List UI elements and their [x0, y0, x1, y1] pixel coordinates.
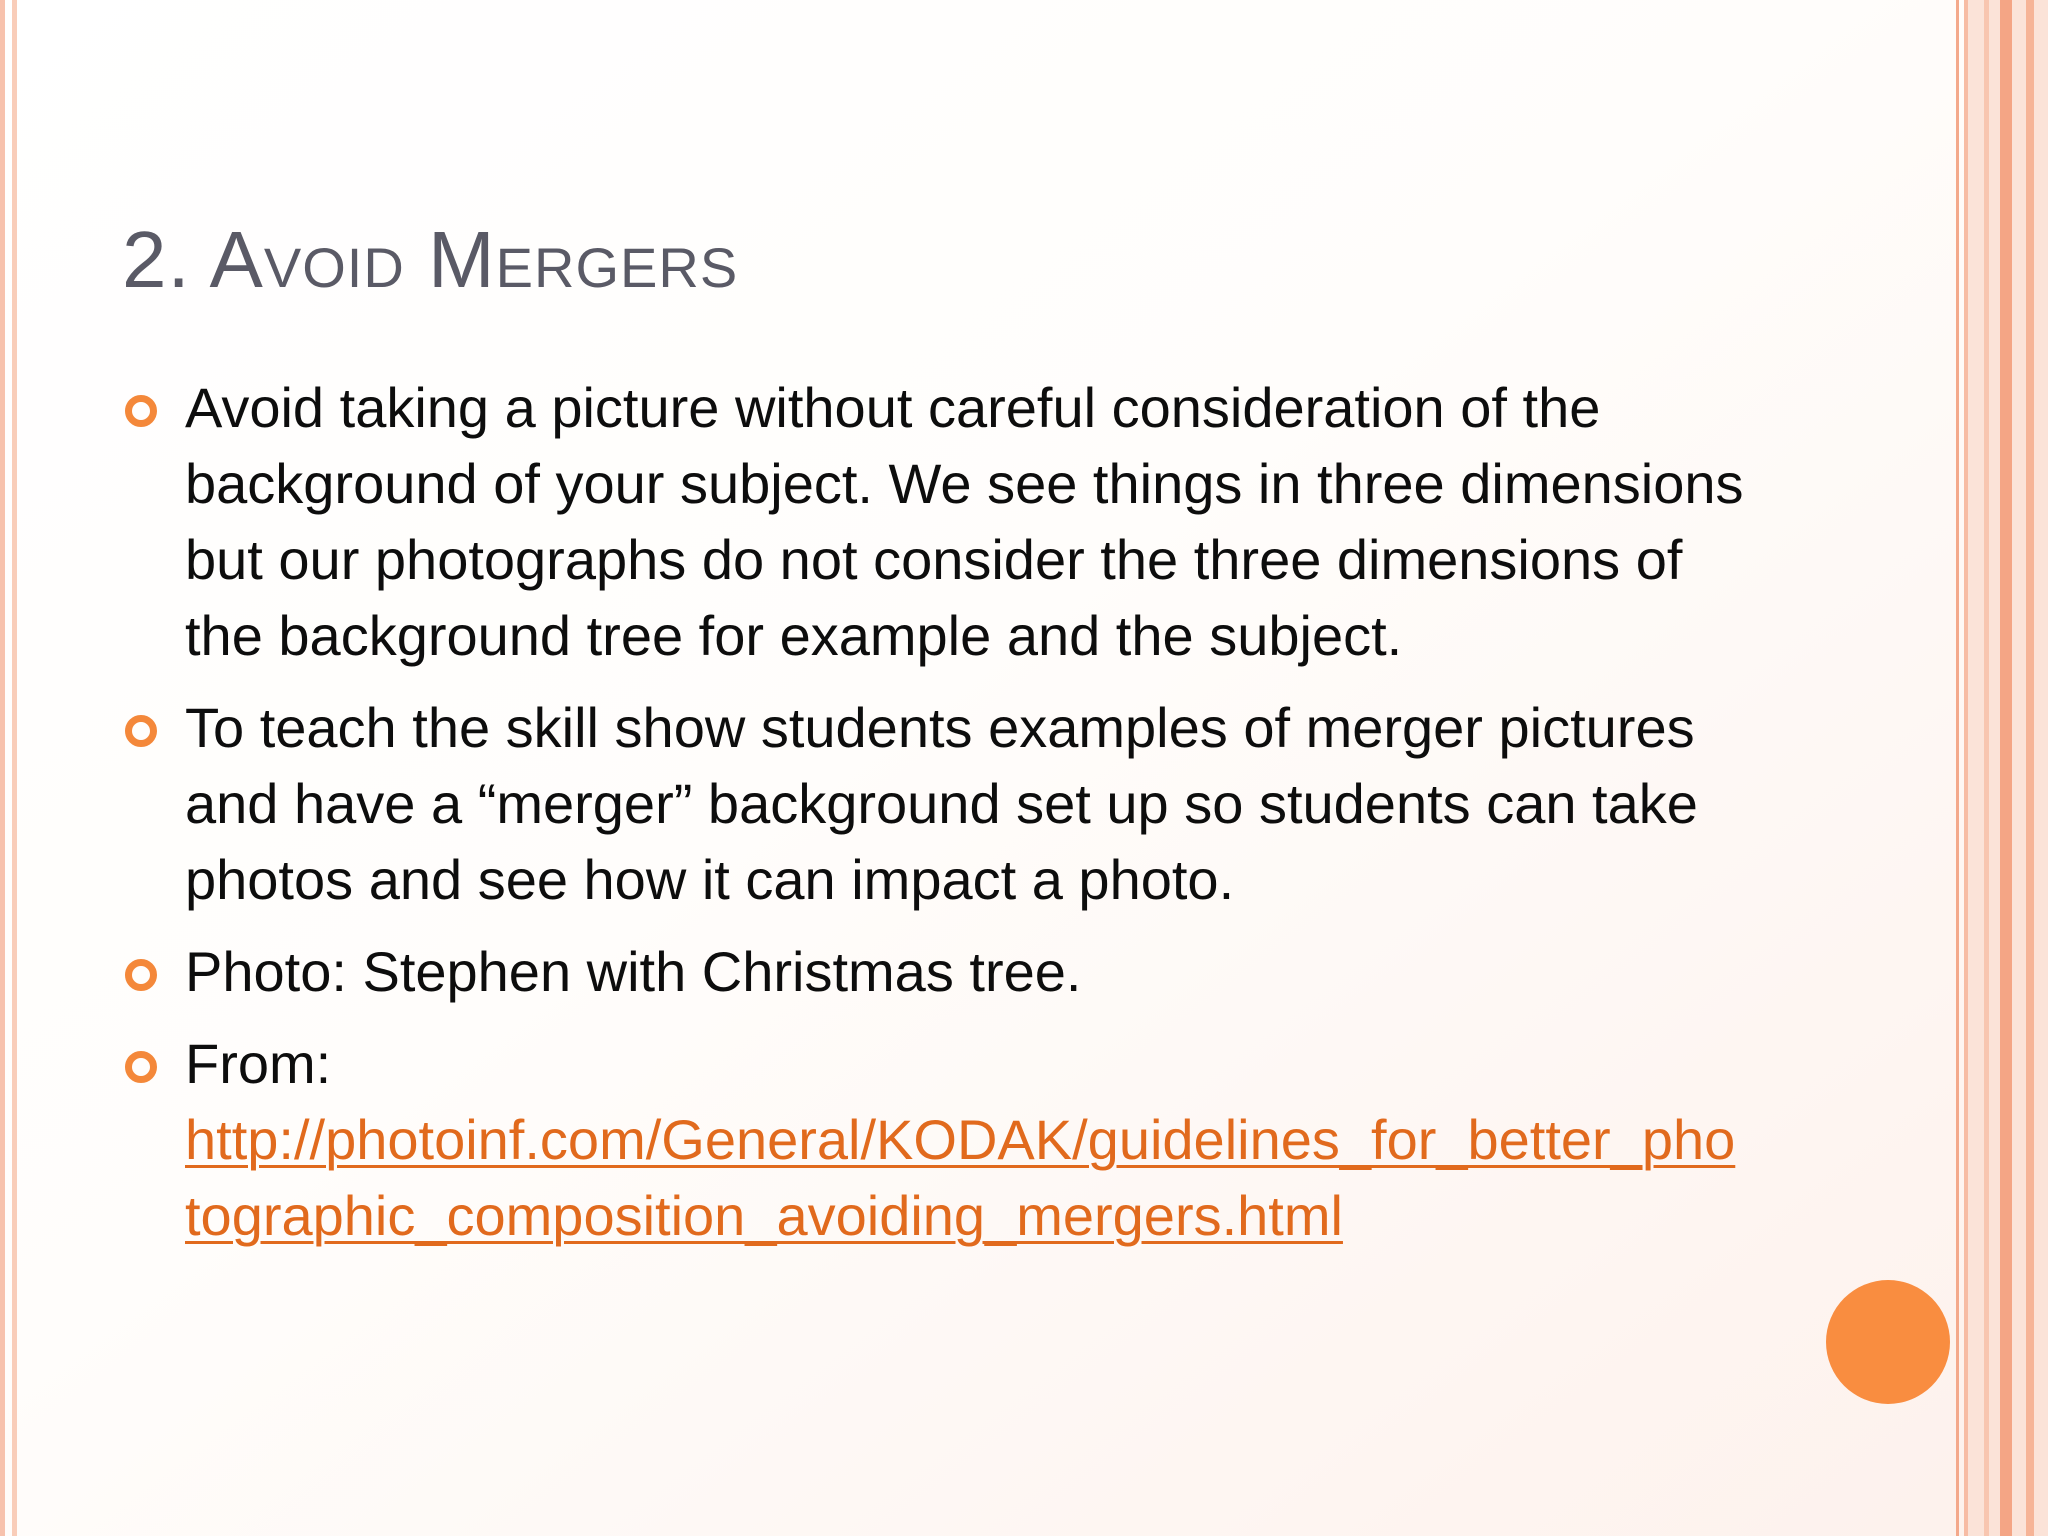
bullet-list: [185, 370, 1745, 1254]
right-edge-stripe: [1984, 0, 1989, 1536]
right-edge-stripe: [1964, 0, 1968, 1536]
right-edge-stripe: [2000, 0, 2012, 1536]
right-edge-stripe: [2026, 0, 2034, 1536]
right-edge-stripe: [1956, 0, 1959, 1536]
bullet-item: [185, 370, 1745, 674]
bullet-item: [185, 934, 1745, 1010]
bullet-text: Photo: Stephen with Christmas tree.: [185, 940, 1082, 1003]
source-link[interactable]: http://photoinf.com/General/KODAK/guidelines_for_better_photographic_composition_avoiding_mergers.html: [185, 1108, 1736, 1247]
orange-dot-decoration: [1826, 1280, 1950, 1404]
circle-outline-icon: [125, 959, 157, 991]
slide-title: 2. Avoid Mergers: [122, 215, 739, 304]
left-edge-stripe: [0, 0, 5, 1536]
bullet-text: Avoid taking a picture without careful consideration of the background of your subject. We see things in three dimensions but our photographs do not consider the three dimensions of the background tree for example and the subject.: [185, 376, 1744, 667]
bullet-text: From:: [185, 1032, 332, 1095]
bullet-item: [185, 1026, 1745, 1254]
bullet-text: To teach the skill show students examples of merger pictures and have a “merger” background set up so students can take photos and see how it can impact a photo.: [185, 696, 1698, 911]
circle-outline-icon: [125, 1051, 157, 1083]
circle-outline-icon: [125, 395, 157, 427]
left-edge-stripe: [12, 0, 17, 1536]
circle-outline-icon: [125, 715, 157, 747]
bullet-item: [185, 690, 1745, 918]
